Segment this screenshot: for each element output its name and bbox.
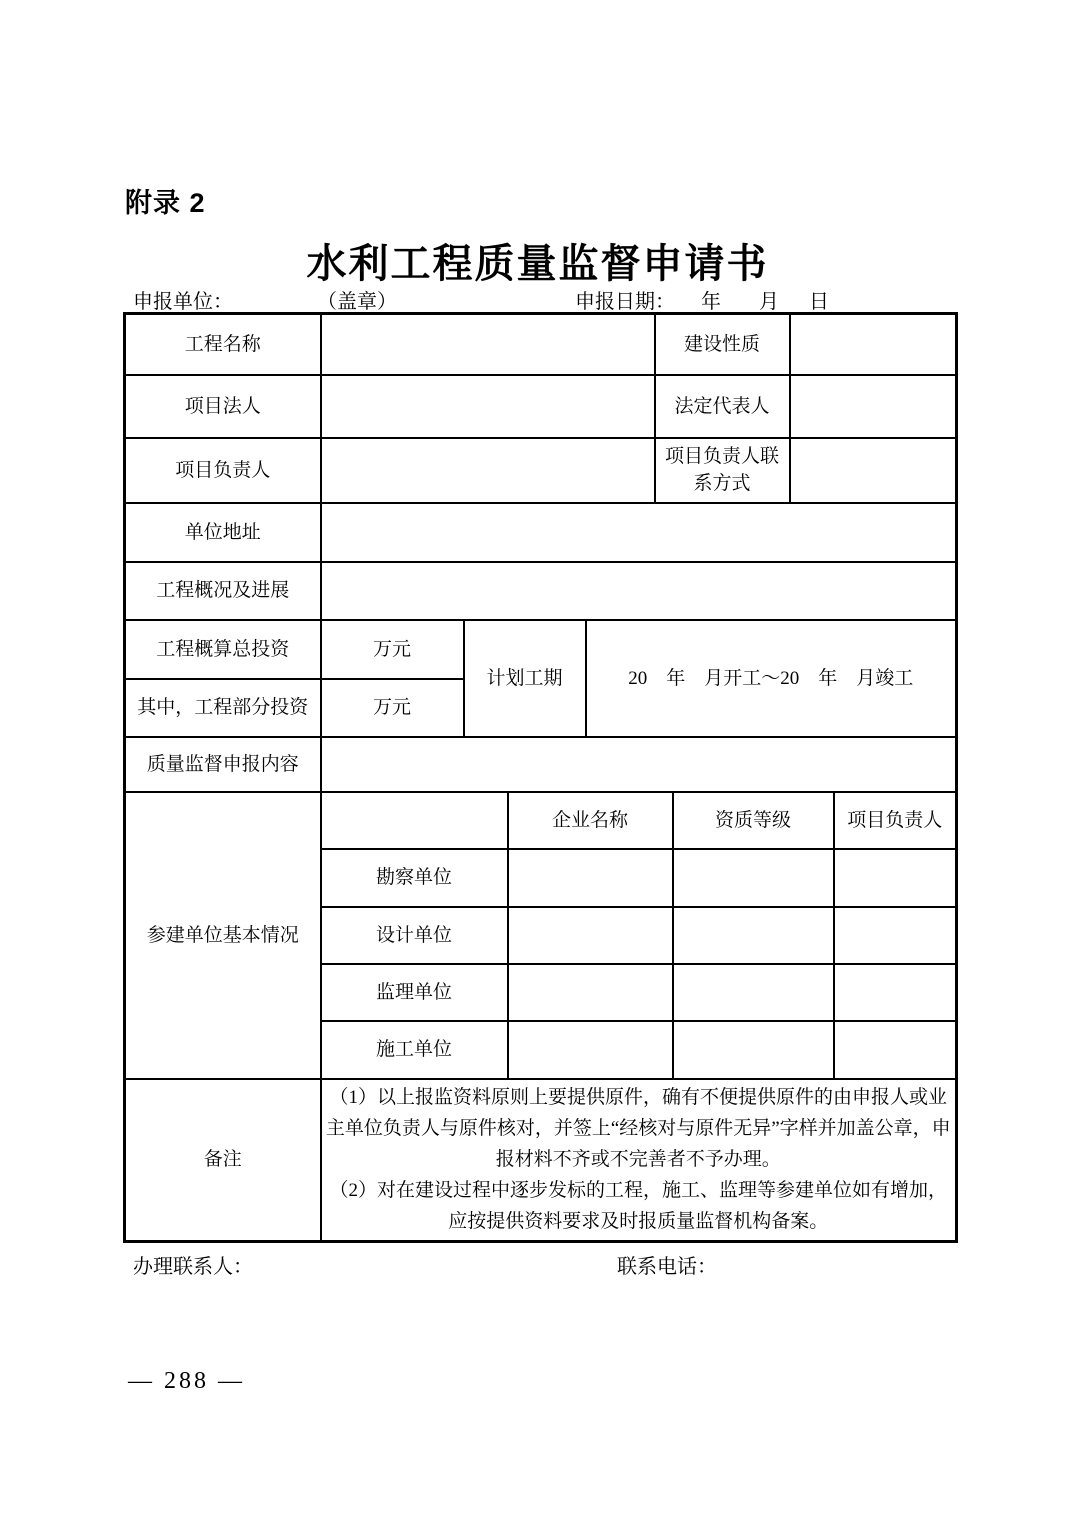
row-supervision-content (125, 737, 957, 792)
declare-unit-label: 申报单位： (133, 291, 233, 313)
construction-nature-value-cell (790, 314, 957, 375)
total-investment-unit: 万元 (321, 620, 464, 679)
row-total-investment (125, 620, 957, 679)
remarks-content-cell (321, 1079, 957, 1242)
seal-label: （盖章） (317, 291, 397, 313)
supervision-unit-grade-cell (673, 964, 834, 1021)
supervision-content-value-cell (321, 737, 957, 792)
footer-contact-line (133, 1250, 955, 1276)
unit-address-value-cell (321, 503, 957, 562)
contact-phone-label: 联系电话： (617, 1256, 717, 1278)
planned-period-label: 计划工期 (464, 620, 586, 737)
date-day-label: 日 (809, 291, 829, 313)
row-remarks (125, 1079, 957, 1242)
enterprise-name-header: 企业名称 (508, 792, 673, 849)
construction-nature-label: 建设性质 (655, 314, 790, 375)
unit-address-label: 单位地址 (125, 503, 321, 562)
legal-representative-value-cell (790, 375, 957, 438)
row-participants-header (125, 792, 957, 849)
row-project-name (125, 314, 957, 375)
project-manager-label: 项目负责人 (125, 438, 321, 503)
manager-contact-label: 项目负责人联系方式 (655, 438, 790, 503)
project-manager-value-cell (321, 438, 655, 503)
construction-unit-label: 施工单位 (321, 1021, 508, 1079)
project-name-label: 工程名称 (125, 314, 321, 375)
row-unit-address (125, 503, 957, 562)
planned-period-value: 20 年 月开工～20 年 月竣工 (586, 620, 957, 737)
project-name-value-cell (321, 314, 655, 375)
declare-date-label: 申报日期： (575, 291, 675, 313)
construction-unit-grade-cell (673, 1021, 834, 1079)
remarks-item-1: （1）以上报监资料原则上要提供原件，确有不便提供原件的由申报人或业主单位负责人与原件核对，并签上“经核对与原件无异”字样并加盖公章，申报材料不齐或不完善者不予办理。 (325, 1087, 951, 1171)
project-legal-person-value-cell (321, 375, 655, 438)
supervision-content-label: 质量监督申报内容 (125, 737, 321, 792)
unit-manager-header: 项目负责人 (834, 792, 957, 849)
supervision-unit-label: 监理单位 (321, 964, 508, 1021)
total-investment-label: 工程概算总投资 (125, 620, 321, 679)
supervision-unit-manager-cell (834, 964, 957, 1021)
application-form-table (123, 312, 958, 1243)
construction-unit-name-cell (508, 1021, 673, 1079)
participants-section-label: 参建单位基本情况 (125, 792, 321, 1079)
qualification-grade-header: 资质等级 (673, 792, 834, 849)
survey-unit-name-cell (508, 849, 673, 907)
supervision-unit-name-cell (508, 964, 673, 1021)
appendix-label: 附录 2 (125, 188, 206, 218)
date-year-label: 年 (701, 291, 721, 313)
date-month-label: 月 (759, 291, 779, 313)
page-number: — 288 — (128, 1368, 245, 1394)
row-project-overview (125, 562, 957, 620)
survey-unit-label: 勘察单位 (321, 849, 508, 907)
design-unit-grade-cell (673, 907, 834, 964)
design-unit-label: 设计单位 (321, 907, 508, 964)
partial-investment-label: 其中，工程部分投资 (125, 679, 321, 737)
page-title: 水利工程质量监督申请书 (306, 241, 769, 286)
declaration-meta-line (133, 285, 955, 311)
remarks-item-2: （2）对在建设过程中逐步发标的工程，施工、监理等参建单位如有增加，应按提供资料要求及时报质量监督机构备案。 (329, 1180, 948, 1233)
project-legal-person-label: 项目法人 (125, 375, 321, 438)
manager-contact-value-cell (790, 438, 957, 503)
design-unit-name-cell (508, 907, 673, 964)
remarks-label: 备注 (125, 1079, 321, 1242)
survey-unit-grade-cell (673, 849, 834, 907)
design-unit-manager-cell (834, 907, 957, 964)
project-overview-value-cell (321, 562, 957, 620)
row-project-legal-person (125, 375, 957, 438)
row-project-manager (125, 438, 957, 503)
survey-unit-manager-cell (834, 849, 957, 907)
project-overview-label: 工程概况及进展 (125, 562, 321, 620)
participants-corner-cell (321, 792, 508, 849)
handler-contact-label: 办理联系人： (133, 1256, 253, 1278)
legal-representative-label: 法定代表人 (655, 375, 790, 438)
construction-unit-manager-cell (834, 1021, 957, 1079)
partial-investment-unit: 万元 (321, 679, 464, 737)
